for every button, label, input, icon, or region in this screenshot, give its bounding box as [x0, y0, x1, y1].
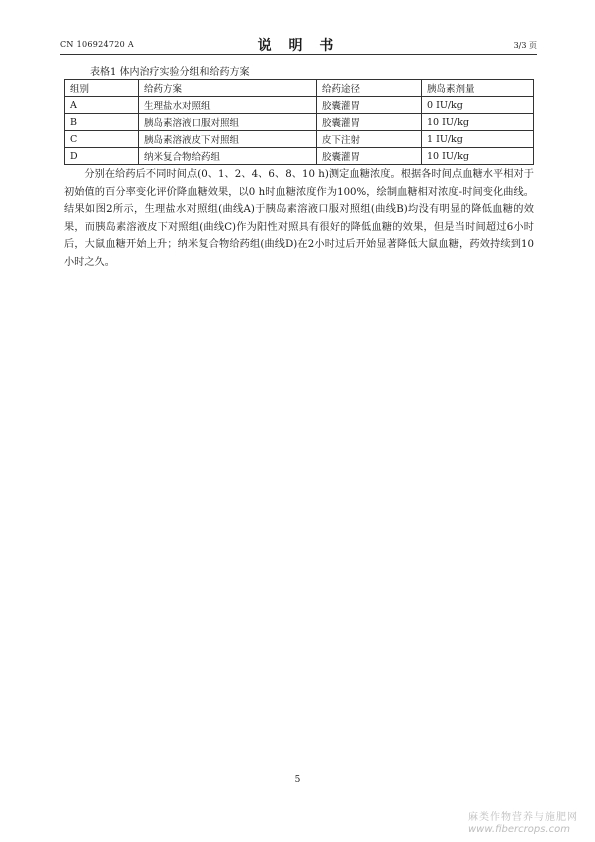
table-cell: A — [65, 97, 139, 114]
table-cell: 纳米复合物给药组 — [139, 148, 317, 165]
table-cell: 10 IU/kg — [422, 148, 534, 165]
table-row — [65, 148, 534, 165]
watermark-text: 麻类作物营养与施肥网 — [468, 812, 578, 823]
dosing-table — [64, 79, 534, 165]
body-paragraph: 分别在给药后不同时间点(0、1、2、4、6、8、10 h)测定血糖浓度。根据各时间点血糖水平相对于初始值的百分率变化评价降血糖效果，以0 h时血糖浓度作为100%，绘制血糖相对浓度-时间变化曲线。结果如图2所示，生理盐水对照组(曲线A)于胰岛素溶液口服对照组(曲线B)均没有明显的降低血糖的效果，而胰岛素溶液皮下对照组(曲线C)作为阳性对照具有很好的降低血糖的效果，但是当时间超过6小时后，大鼠血糖开始上升；纳米复合物给药组(曲线D)在2小时过后开始显著降低大鼠血糖，药效持续到10小时之久。 — [64, 169, 534, 268]
table-row — [65, 97, 534, 114]
table-cell: 生理盐水对照组 — [139, 97, 317, 114]
page-reference: 3/3 页 — [513, 41, 537, 50]
watermark-url: www.fibercrops.com — [468, 824, 570, 835]
table-cell: 10 IU/kg — [422, 114, 534, 131]
table-row — [65, 114, 534, 131]
table-cell: C — [65, 131, 139, 148]
document-title: 说 明 书 — [257, 38, 340, 54]
table-header-row — [65, 80, 534, 97]
table-cell: 胰岛素溶液口服对照组 — [139, 114, 317, 131]
page-number: 5 — [294, 775, 301, 785]
header-cell: 给药途径 — [317, 80, 422, 97]
table-cell: 胰岛素溶液皮下对照组 — [139, 131, 317, 148]
table-cell: 0 IU/kg — [422, 97, 534, 114]
table-cell: 胶囊灌胃 — [317, 148, 422, 165]
body-text — [64, 166, 534, 271]
table-cell: 皮下注射 — [317, 131, 422, 148]
patent-number: CN 106924720 A — [60, 40, 134, 49]
table-cell: 1 IU/kg — [422, 131, 534, 148]
table-cell: B — [65, 114, 139, 131]
table-caption: 表格1 体内治疗实验分组和给药方案 — [90, 67, 250, 78]
site-watermark — [468, 808, 590, 835]
header-cell: 组别 — [65, 80, 139, 97]
table-row — [65, 131, 534, 148]
header-cell: 胰岛素剂量 — [422, 80, 534, 97]
header-cell: 给药方案 — [139, 80, 317, 97]
table-cell: 胶囊灌胃 — [317, 114, 422, 131]
table-cell: D — [65, 148, 139, 165]
table-cell: 胶囊灌胃 — [317, 97, 422, 114]
page-header — [60, 36, 537, 55]
